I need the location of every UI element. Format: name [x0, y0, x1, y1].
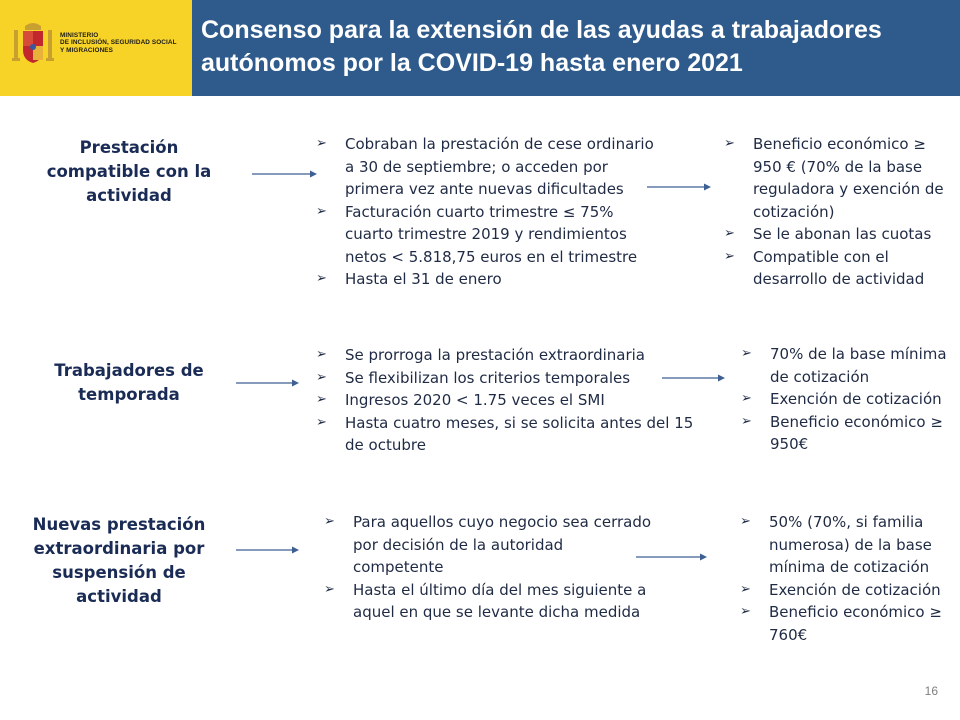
arrow-icon: [236, 545, 302, 555]
list-item: ➢ Cobraban la prestación de cese ordinario a 30 de septiembre; o acceden por primera vez ante nuevas dificultades: [316, 135, 654, 198]
arrow-icon: [636, 552, 710, 562]
results-list-2: [741, 343, 953, 456]
arrow-check-icon: ➢: [316, 392, 327, 407]
arrow-check-icon: ➢: [741, 346, 752, 361]
arrow-icon: [647, 182, 713, 192]
arrow-check-icon: ➢: [740, 581, 751, 597]
arrow-check-icon: ➢: [741, 391, 752, 406]
list-item: ➢ Beneficio económico ≥ 950 € (70% de la base reguladora y exención de cotización): [724, 135, 944, 221]
list-item: ➢ 70% de la base mínima de cotización: [741, 345, 947, 386]
arrow-icon: [236, 378, 302, 388]
arrow-check-icon: ➢: [324, 514, 335, 529]
list-item: ➢ Hasta el 31 de enero: [316, 268, 666, 291]
arrow-check-icon: ➢: [316, 203, 327, 219]
arrow-check-icon: ➢: [316, 414, 327, 430]
arrow-icon: [662, 373, 728, 383]
list-item: ➢ Hasta cuatro meses, si se solicita antes del 15 de octubre: [316, 413, 694, 454]
arrow-check-icon: ➢: [724, 136, 735, 151]
title-bar: [192, 0, 960, 96]
arrow-check-icon: ➢: [316, 136, 327, 151]
row-label-trabajadores-temporada: Trabajadores de temporada: [54, 361, 204, 404]
arrow-check-icon: ➢: [724, 248, 735, 264]
row-label-prestacion-compatible: Prestación compatible con la actividad: [46, 138, 212, 205]
list-item: ➢ Beneficio económico ≥ 950€: [741, 412, 943, 453]
list-item: ➢ Ingresos 2020 < 1.75 veces el SMI: [316, 389, 700, 412]
arrow-check-icon: ➢: [740, 604, 751, 619]
results-list-3: [740, 511, 952, 646]
conditions-list-1: [316, 133, 666, 291]
list-item: ➢ Compatible con el desarrollo de actividad: [724, 247, 925, 288]
conditions-list-3: [324, 511, 654, 624]
ministry-name: MINISTERIO DE INCLUSIÓN, SEGURIDAD SOCIAL Y MIGRACIONES: [60, 32, 177, 54]
list-item: ➢ Se flexibilizan los criterios temporales: [316, 367, 700, 390]
list-item: ➢ Beneficio económico ≥ 760€: [740, 603, 942, 644]
slide-title: Consenso para la extensión de las ayudas a trabajadores autónomos por la COVID-19 hasta enero 2021: [201, 16, 882, 77]
coat-of-arms-icon: [11, 20, 55, 68]
arrow-check-icon: ➢: [741, 413, 752, 429]
row-label-nueva-prestacion: Nuevas prestación extraordinaria por suspensión de actividad: [32, 515, 206, 606]
list-item: ➢ Hasta el último día del mes siguiente a aquel en que se levante dicha medida: [324, 580, 647, 621]
arrow-check-icon: ➢: [316, 369, 327, 385]
list-item: ➢ Exención de cotización: [741, 388, 953, 411]
list-item: ➢ Facturación cuarto trimestre ≤ 75% cuarto trimestre 2019 y rendimientos netos < 5.818,75 euros en el trimestre: [316, 202, 638, 266]
conditions-list-2: [316, 344, 700, 457]
list-item: ➢ Exención de cotización: [740, 579, 952, 602]
arrow-check-icon: ➢: [324, 581, 335, 597]
list-item: ➢ Para aquellos cuyo negocio sea cerrado por decisión de la autoridad competente: [324, 513, 652, 576]
arrow-check-icon: ➢: [740, 514, 751, 529]
results-list-1: [724, 133, 950, 291]
arrow-icon: [252, 169, 318, 179]
list-item: ➢ Se prorroga la prestación extraordinaria: [316, 344, 700, 367]
arrow-check-icon: ➢: [316, 347, 327, 362]
arrow-check-icon: ➢: [316, 271, 327, 286]
ministry-logo-block: [0, 0, 192, 96]
arrow-check-icon: ➢: [724, 226, 735, 241]
list-item: ➢ Se le abonan las cuotas: [724, 223, 950, 246]
page-number: 16: [924, 684, 938, 698]
list-item: ➢ 50% (70%, si familia numerosa) de la base mínima de cotización: [740, 513, 932, 576]
